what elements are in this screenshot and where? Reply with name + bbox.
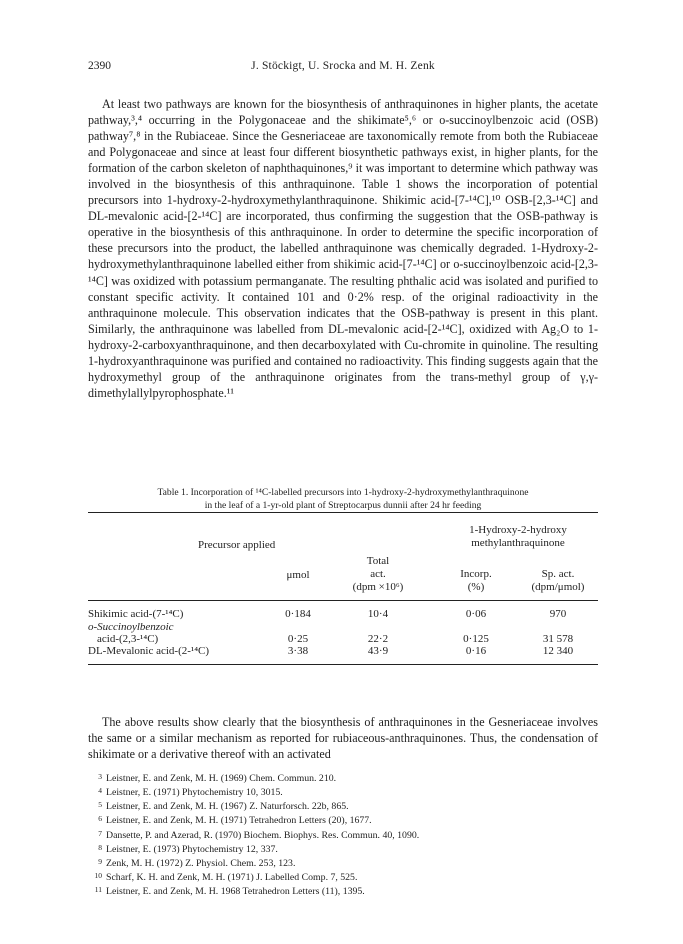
reference-text: Leistner, E. (1971) Phytochemistry 10, 3015. — [106, 787, 283, 799]
reference-text: Scharf, K. H. and Zenk, M. H. (1971) J. Labelled Comp. 7, 525. — [106, 872, 358, 884]
header-precursor-applied: Precursor applied — [198, 539, 276, 551]
header-product-line-2: methylanthraquinone — [471, 537, 565, 549]
reference-text: Zenk, M. H. (1972) Z. Physiol. Chem. 253, 123. — [106, 857, 296, 869]
reference-item — [88, 785, 598, 799]
reference-text: Dansette, P. and Azerad, R. (1970) Biochem. Biophys. Res. Commun. 40, 1090. — [106, 829, 420, 841]
table-header-rule — [88, 600, 598, 601]
cell-incorp: 0·125 — [463, 633, 489, 645]
cell-total: 10·4 — [367, 608, 389, 620]
header-incorp-line-1: Incorp. — [460, 568, 492, 580]
cell-precursor: Shikimic acid-(7-¹⁴C) — [88, 608, 184, 620]
cell-total: 22·2 — [367, 633, 389, 645]
reference-item — [88, 771, 598, 785]
cell-umol: 3·38 — [287, 645, 309, 657]
reference-number: 3 — [98, 772, 102, 781]
reference-number: 9 — [98, 856, 102, 866]
page-number: 2390 — [88, 60, 111, 72]
header-product-line-1: 1-Hydroxy-2-hydroxy — [469, 524, 567, 536]
cell-incorp: 0·16 — [465, 645, 487, 657]
cell-spact: 12 340 — [542, 645, 574, 657]
reference-number: 7 — [98, 828, 102, 838]
cell-precursor: DL-Mevalonic acid-(2-¹⁴C) — [88, 645, 210, 657]
reference-item — [88, 856, 598, 870]
header-total-line-1: Total — [366, 555, 390, 567]
cell-umol: 0·184 — [285, 608, 311, 620]
table-caption — [88, 486, 598, 512]
table-top-rule — [88, 512, 598, 513]
header-umol: μmol — [286, 569, 310, 581]
cell-precursor: acid-(2,3-¹⁴C) — [97, 633, 159, 645]
reference-item — [88, 813, 598, 827]
reference-item — [88, 884, 598, 898]
cell-total: 43·9 — [367, 645, 389, 657]
cell-umol: 0·25 — [287, 633, 309, 645]
header-spact-line-2: (dpm/μmol) — [531, 581, 585, 593]
reference-text: Leistner, E. (1973) Phytochemistry 12, 337. — [106, 843, 278, 855]
cell-spact: 970 — [549, 608, 567, 620]
reference-number: 5 — [98, 800, 102, 810]
reference-item — [88, 828, 598, 842]
paragraph-text: At least two pathways are known for the biosynthesis of anthraquinones in higher plants, the acetate pathway,³,⁴ occurring in the Polygonaceae and the shikimate⁵,⁶ or o-succinoylbenzoic acid (OSB) pathway⁷,⁸ in the Rubiaceae. Since the Gesneriaceae are taxonomically remote from both the Rubiaceae and Polygonaceae and since at least four different biosynthetic pathways exist, in higher plants, for the formation of the carbon skeleton of naphthaquinones,⁹ it was important to determine which pathway was involved in the biosynthesis of this anthraquinone. Table 1 shows the incorporation of potential precursors into 1-hydroxy-2-hydroxymethylanthraquinone. Shikimic acid-[7-¹⁴C],¹⁰ OSB-[2,3-¹⁴C] and DL-mevalonic acid-[2-¹⁴C] are incorporated, thus confirming the suggestion that the OSB-pathway is operative in the biosynthesis of this anthraquinone. In order to determine the specific incorporation of these precursors into the product, the labelled anthraquinone was chemically degraded. 1-Hydroxy-2-hydroxymethylanthraquinone labelled either from shikimic acid-[7-¹⁴C] or o-succinoylbenzoic acid-[2,3-¹⁴C] was oxidized with potassium permanganate. The resulting phthalic acid was isolated and purified to constant specific activity. It contained 101 and 0·2% resp. of the original radioactivity in the anthraquinone molecule. This observation indicates that the OSB-pathway is present in this plant. Similarly, the anthraquinone was labelled from DL-mevalonic acid-[2-¹⁴C], oxidized with Ag₂O to 1-hydroxy-2-carboxyanthraquinone, and then decarboxylated with Cu-chromite in quinoline. The resulting 1-hydroxyanthraquinone was purified and contained no radioactivity. This finding suggests again that the hydroxymethyl group of the anthraquinone originates from the trans-methyl group of γ,γ-dimethylallylpyrophosphate.¹¹ — [88, 97, 598, 400]
reference-item — [88, 870, 598, 884]
reference-text: Leistner, E. and Zenk, M. H. 1968 Tetrahedron Letters (11), 1395. — [106, 886, 365, 898]
footnote-references — [88, 771, 598, 898]
running-title: J. Stöckigt, U. Srocka and M. H. Zenk — [251, 60, 435, 72]
table-bottom-rule — [88, 664, 598, 665]
table-caption-line-2: in the leaf of a 1-yr-old plant of Streptocarpus dunnii after 24 hr feeding — [204, 500, 482, 511]
reference-text: Leistner, E. and Zenk, M. H. (1967) Z. Naturforsch. 22b, 865. — [106, 801, 349, 813]
cell-spact: 31 578 — [542, 633, 574, 645]
header-incorp-line-2: (%) — [467, 581, 485, 593]
page-header — [88, 60, 598, 76]
reference-text: Leistner, E. and Zenk, M. H. (1971) Tetrahedron Letters (20), 1677. — [106, 815, 372, 827]
header-total-line-3: (dpm ×10⁶) — [352, 581, 404, 593]
reference-number: 4 — [98, 786, 102, 796]
paragraph-text: The above results show clearly that the biosynthesis of anthraquinones in the Gesneriaceae involves the same or a similar mechanism as reported for rubiaceous-anthraquinones. Thus, the condensation of shikimate or a derivative thereof with an activated — [88, 715, 598, 762]
reference-text: Leistner, E. and Zenk, M. H. (1969) Chem. Commun. 210. — [106, 773, 337, 784]
body-paragraph-1 — [88, 96, 598, 401]
table-caption-line-1: Table 1. Incorporation of ¹⁴C-labelled precursors into 1-hydroxy-2-hydroxymethylanthraquinone — [157, 487, 529, 498]
reference-number: 10 — [94, 871, 102, 881]
reference-item — [88, 842, 598, 856]
reference-number: 6 — [98, 814, 102, 824]
reference-item — [88, 799, 598, 813]
reference-number: 11 — [94, 885, 102, 895]
cell-precursor: o-Succinoylbenzoic — [88, 621, 174, 633]
body-paragraph-2 — [88, 714, 598, 762]
reference-number: 8 — [98, 842, 102, 852]
header-total-line-2: act. — [370, 568, 386, 580]
cell-incorp: 0·06 — [465, 608, 487, 620]
header-spact-line-1: Sp. act. — [541, 568, 575, 580]
